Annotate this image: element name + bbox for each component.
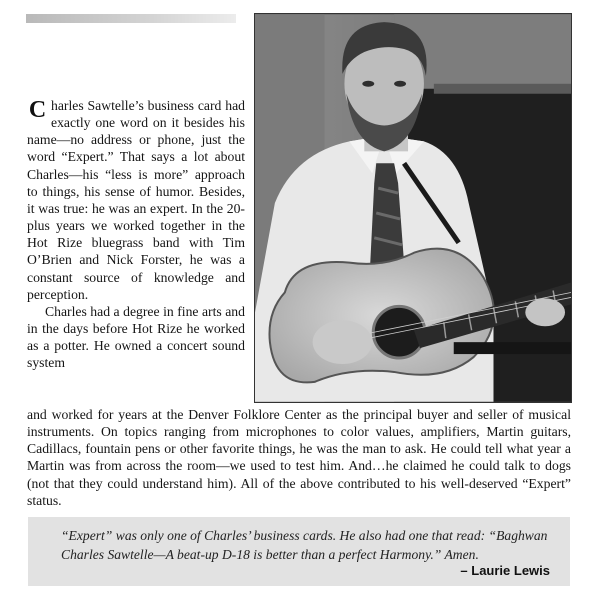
svg-text:C: C [28,98,47,120]
article-paragraph-2-continued: and worked for years at the Denver Folklore Center as the principal buyer and seller of musical instruments. On topics ranging from microphones to color values, amplifiers, Martin guitars, Cadillacs, fountain pens or other favorite things, he was the man to ask. He could tell what year a Martin was from across the room—we used to test him. And…he claimed he could talk to dogs (not that they could understand him). All of the above contributed to his well-deserved “Expert” status. [27,407,571,508]
pull-quote-attribution: – Laurie Lewis [460,563,550,578]
article-paragraph-1 [27,97,245,303]
decorative-header-rule [26,14,236,23]
drop-cap [27,98,48,120]
article-column-full [27,406,571,509]
pull-quote-box [28,517,570,586]
article-column-left [27,97,245,372]
article-paragraph-2-start: Charles had a degree in fine arts and in the days before Hot Rize he worked as a potter. He owned a concert sound system [27,303,245,371]
article-paragraph-1-text: harles Sawtelle’s business card had exactly one word on it besides his name—no address or phone, just the word “Expert.” That says a lot about Charles—his “less is more” approach to things, his sense of humor. Besides, it was true: he was an expert. In the 20-plus years we worked together in the Hot Rize bluegrass band with Tim O’Brien and Nick Forster, he was a constant source of knowledge and perception. [27,98,245,302]
pull-quote-text: “Expert” was only one of Charles’ business cards. He also had one that read: “Baghwan Charles Sawtelle—A beat-up D-18 is better than a perfect Harmony.” Amen. [61,528,548,562]
portrait-photo [254,13,572,403]
